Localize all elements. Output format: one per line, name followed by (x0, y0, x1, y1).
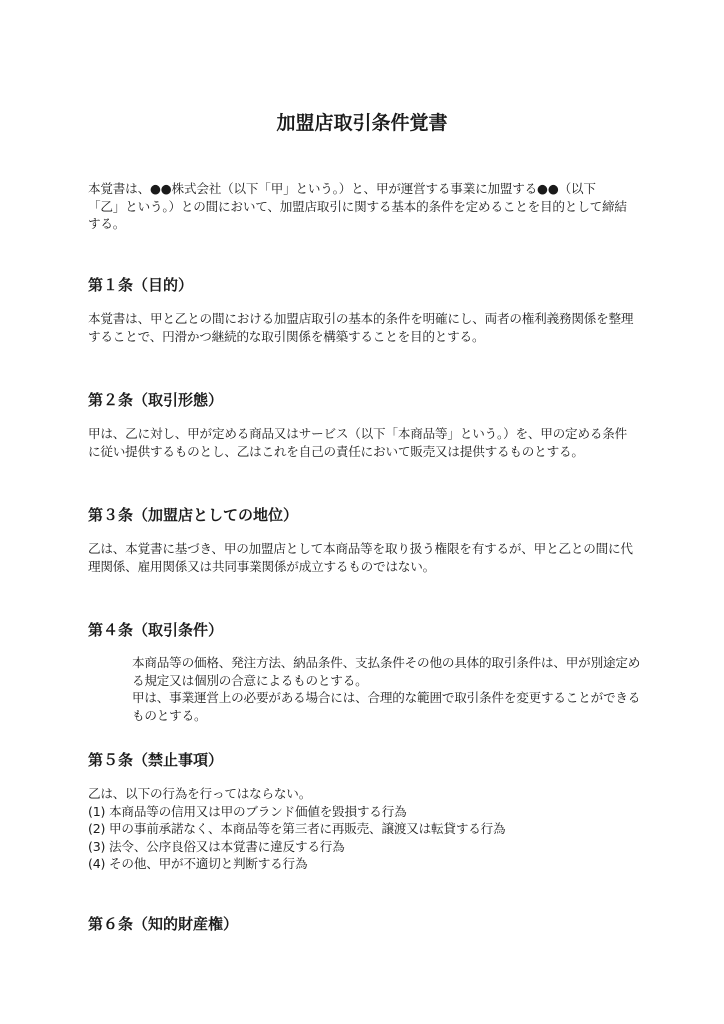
prohibited-item-1: (1) 本商品等の信用又は甲のブランド価値を毀損する行為 (88, 803, 407, 819)
article-line: 本商品等の価格、発注方法、納品条件、支払条件その他の具体的取引条件は、甲が別途定め (132, 655, 641, 670)
article-line: 甲は、乙に対し、甲が定める商品又はサービス（以下「本商品等」という。）を、甲の定める条件 (88, 426, 628, 441)
article-1-body (88, 310, 640, 345)
article-3-heading: 第３条（加盟店としての地位） (88, 506, 299, 524)
article-line: 理関係、雇用関係又は共同事業関係が成立するものではない。 (88, 558, 436, 574)
article-line: 乙は、以下の行為を行ってはならない。 (88, 786, 312, 801)
document-title: 加盟店取引条件覚書 (276, 112, 448, 134)
article-5-heading: 第５条（禁止事項） (88, 751, 224, 769)
preamble (88, 180, 640, 233)
article-4-heading: 第４条（取引条件） (88, 621, 224, 639)
article-4-body (132, 654, 642, 724)
prohibited-item-4: (4) その他、甲が不適切と判断する行為 (88, 856, 308, 871)
article-line: に従い提供するものとし、乙はこれを自己の責任において販売又は提供するものとする。 (88, 443, 584, 459)
article-line: することで、円滑かつ継続的な取引関係を構築することを目的とする。 (88, 328, 485, 344)
article-line: 乙は、本覚書に基づき、甲の加盟店として本商品等を取り扱う権限を有するが、甲と乙との間に代 (88, 541, 633, 556)
article-line: 甲は、事業運営上の必要がある場合には、合理的な範囲で取引条件を変更することができる (132, 690, 641, 705)
article-3-body (88, 540, 640, 575)
article-line: る規定又は個別の合意によるものとする。 (132, 672, 368, 688)
article-2-heading: 第２条（取引形態） (88, 391, 224, 409)
prohibited-item-3: (3) 法令、公序良俗又は本覚書に違反する行為 (88, 838, 345, 854)
article-line: ものとする。 (132, 707, 207, 723)
article-5-body (88, 785, 640, 873)
prohibited-item-2: (2) 甲の事前承諾なく、本商品等を第三者に再販売、譲渡又は転貸する行為 (88, 821, 506, 836)
preamble-line: 「乙」という。）との間において、加盟店取引に関する基本的条件を定めることを目的として締結 (88, 198, 627, 214)
preamble-line: 本覚書は、●●株式会社（以下「甲」という。）と、甲が運営する事業に加盟する●●（以下 (88, 181, 596, 196)
preamble-line: する。 (88, 216, 126, 231)
article-1-heading: 第１条（目的） (88, 276, 194, 294)
article-line: 本覚書は、甲と乙との間における加盟店取引の基本的条件を明確にし、両者の権利義務関係を整理 (88, 311, 634, 326)
article-2-body (88, 425, 640, 460)
article-6-heading: 第６条（知的財産権） (88, 915, 239, 933)
